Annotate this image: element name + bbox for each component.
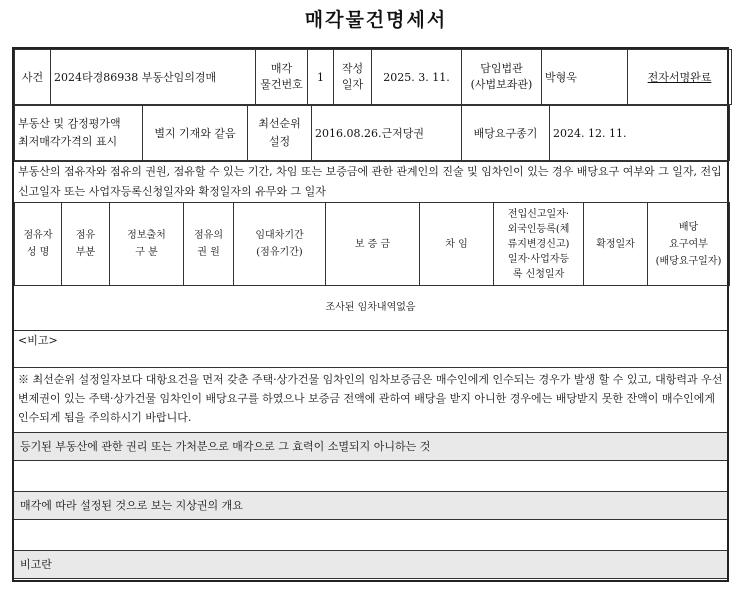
item-number-label: 매각 물건번호 — [256, 50, 308, 105]
written-date-value: 2025. 3. 11. — [372, 50, 462, 105]
electronic-signature: 전자서명완료 — [628, 50, 732, 105]
section-remarks — [14, 551, 727, 609]
occupancy-note: 부동산의 점유자와 점유의 권원, 점유할 수 있는 기간, 차임 또는 보증금에 관한 관계인의 진술 및 임차인이 있는 경우 배당요구 여부와 그 일자, 전입신고일자 또는 사업자등록신청일자와 확정일자의 유무와 그 일자 — [14, 161, 727, 202]
col-occupancy-title: 점유의 권 원 — [184, 203, 234, 286]
col-occupied-part: 점유 부분 — [62, 203, 110, 286]
section-persisting-rights-body — [14, 461, 727, 491]
section-remarks-title: 비고란 — [14, 551, 727, 579]
statement-form — [12, 47, 729, 582]
item-number-value: 1 — [308, 50, 334, 105]
col-lease-period: 임대차기간 (점유기간) — [234, 203, 326, 286]
section-superficies-body — [14, 520, 727, 550]
priority-label: 최선순위 설정 — [248, 106, 312, 161]
col-occupant-name: 점유자 성 명 — [15, 203, 62, 286]
judge-value: 박형욱 — [542, 50, 628, 105]
col-rent: 차 임 — [420, 203, 494, 286]
dividend-deadline-label: 배당요구종기 — [462, 106, 550, 161]
section-persisting-rights-title: 등기된 부동산에 관한 권리 또는 가처분으로 매각으로 그 효력이 소멸되지 아니하는 것 — [14, 433, 727, 461]
col-deposit: 보 증 금 — [326, 203, 420, 286]
col-move-in-date: 전입신고일자· 외국인등록(체 류지변경신고) 일자·사업자등 록 신청일자 — [494, 203, 584, 286]
section-persisting-rights — [14, 433, 727, 492]
appraisal-value: 별지 기재와 같음 — [143, 106, 248, 161]
written-date-label: 작성 일자 — [334, 50, 372, 105]
occupant-table — [14, 202, 730, 286]
col-fixed-date: 확정일자 — [584, 203, 648, 286]
section-remarks-body — [14, 579, 727, 609]
section-superficies — [14, 492, 727, 551]
appraisal-label: 부동산 및 감정평가액 최저매각가격의 표시 — [15, 106, 143, 161]
judge-label: 담임법관 (사법보좌관) — [462, 50, 542, 105]
section-superficies-title: 매각에 따라 설정된 것으로 보는 지상권의 개요 — [14, 492, 727, 520]
priority-value: 2016.08.26.근저당권 — [312, 106, 462, 161]
remarks-label: <비고> — [14, 331, 727, 368]
case-label: 사건 — [15, 50, 51, 105]
header-table — [14, 49, 732, 105]
col-info-source: 정보출처 구 분 — [110, 203, 184, 286]
no-tenant-message: 조사된 임차내역없음 — [14, 286, 727, 331]
case-value: 2024타경86938 부동산임의경매 — [51, 50, 256, 105]
appraisal-table — [14, 105, 730, 161]
col-dividend-request: 배당 요구여부 (배당요구일자) — [648, 203, 730, 286]
warning-text: ※ 최선순위 설정일자보다 대항요건을 먼저 갖춘 주택·상가건물 임차인의 임차보증금은 매수인에게 인수되는 경우가 발생 할 수 있고, 대항력과 우선변제권이 있는 주택·상가건물 임차인이 배당요구를 하였으나 보증금 전액에 관하여 배당을 받지 아니한 경우에는 배당받지 못한 잔액이 매수인에게 인수되게 됨을 주의하시기 바랍니다. — [14, 368, 727, 433]
dividend-deadline-value: 2024. 12. 11. — [550, 106, 730, 161]
document-title: 매각물건명세서 — [304, 9, 448, 31]
